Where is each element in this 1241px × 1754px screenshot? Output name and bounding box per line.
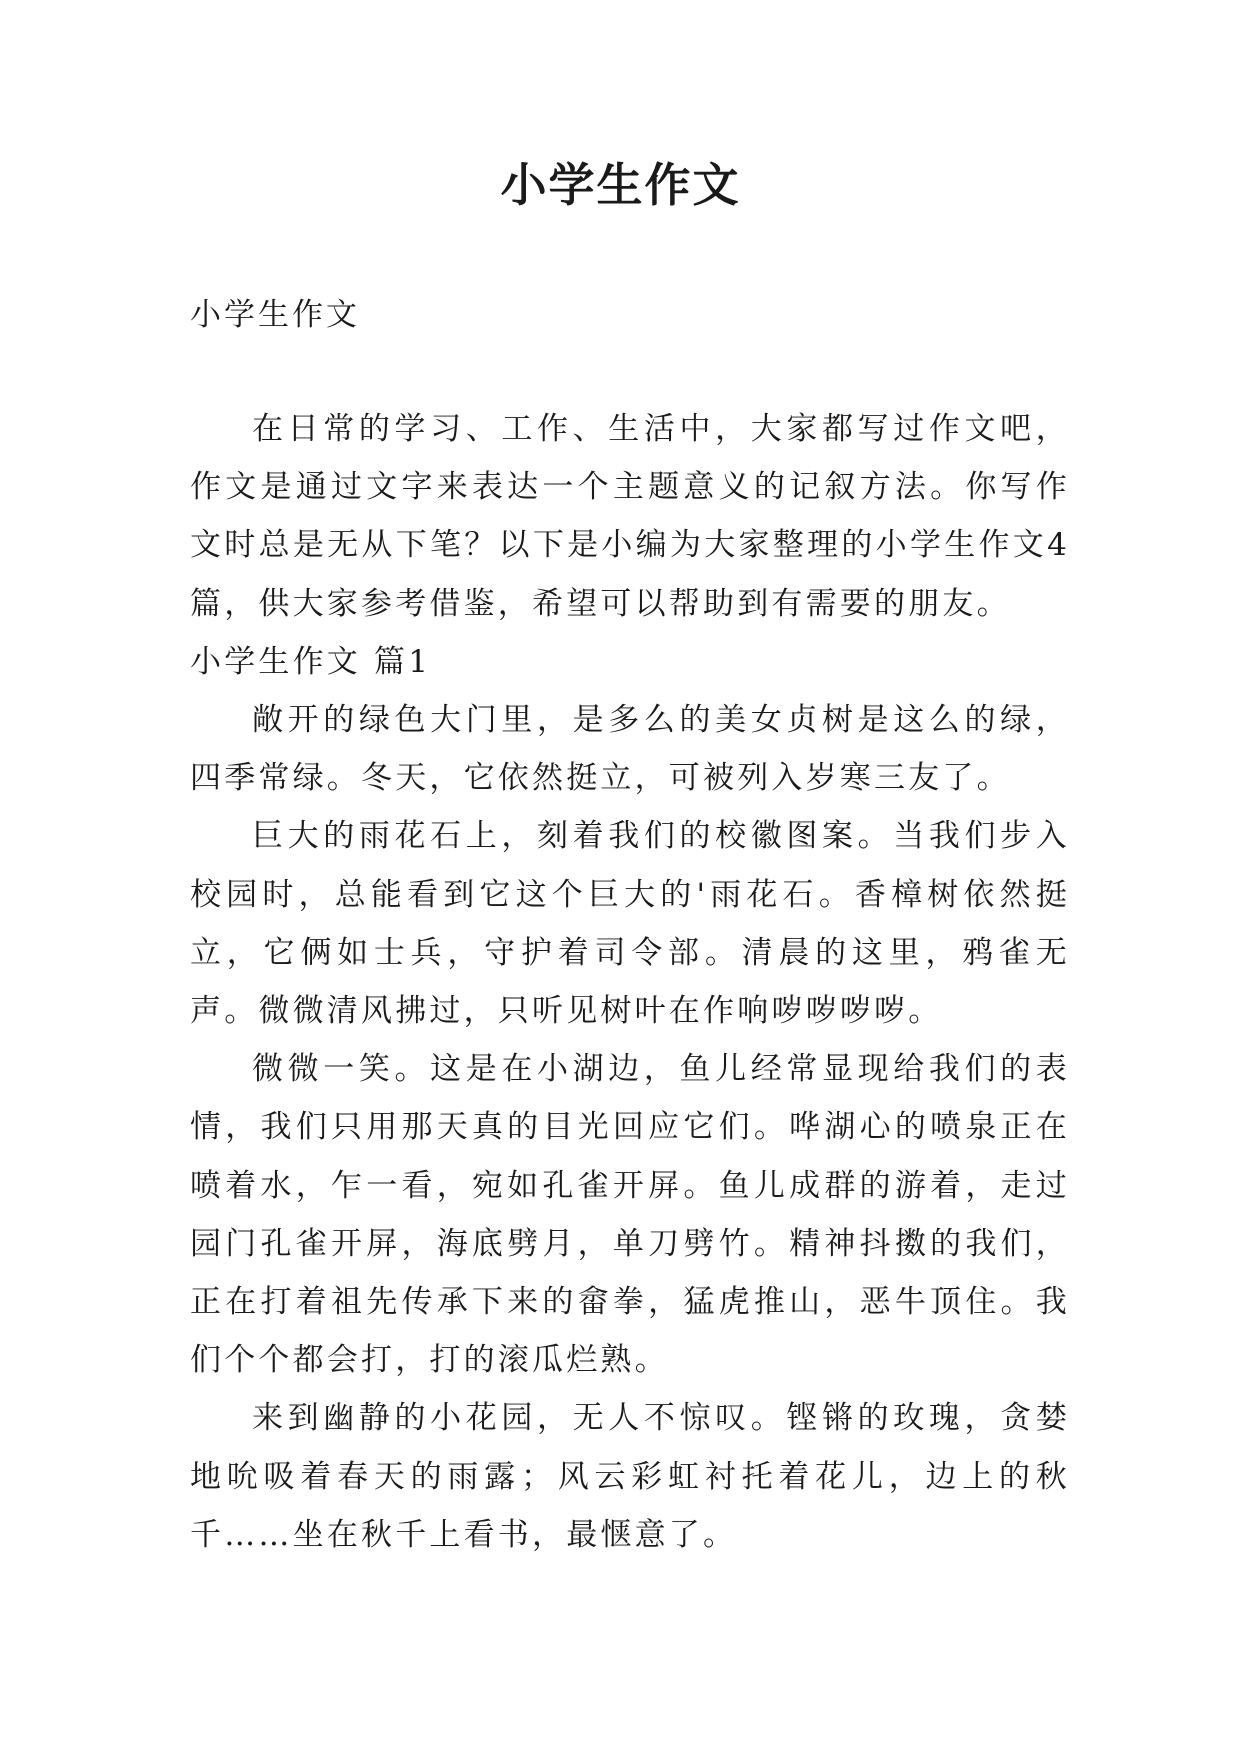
section-heading: 小学生作文 篇1 [190, 643, 432, 680]
body-paragraph: 微微一笑。这是在小湖边，鱼儿经常显现给我们的表情，我们只用那天真的目光回应它们。哗湖心的喷泉正在喷着水，乍一看，宛如孔雀开屏。鱼儿成群的游着，走过园门孔雀开屏，海底劈月，单刀劈竹。精神抖擞的我们，正在打着祖先传承下来的畲拳，猛虎推山，恶牛顶住。我们个个都会打，打的滚瓜烂熟。 [190, 1051, 1070, 1379]
document-body [190, 400, 1070, 1564]
document-title: 小学生作文 [500, 158, 741, 212]
document-subtitle: 小学生作文 [190, 297, 360, 333]
body-paragraph: 敞开的绿色大门里，是多么的美女贞树是这么的绿，四季常绿。冬天，它依然挺立，可被列入岁寒三友了。 [190, 702, 1070, 797]
intro-paragraph: 在日常的学习、工作、生活中，大家都写过作文吧，作文是通过文字来表达一个主题意义的记叙方法。你写作文时总是无从下笔？以下是小编为大家整理的小学生作文4篇，供大家参考借鉴，希望可以帮助到有需要的朋友。 [190, 411, 1070, 622]
body-paragraph: 巨大的雨花石上，刻着我们的校徽图案。当我们步入校园时，总能看到它这个巨大的'雨花石。香樟树依然挺立，它俩如士兵，守护着司令部。清晨的这里，鸦雀无声。微微清风拂过，只听见树叶在作响哕哕哕哕。 [190, 818, 1070, 1030]
body-paragraph: 来到幽静的小花园，无人不惊叹。铿锵的玫瑰，贪婪地吮吸着春天的雨露；风云彩虹衬托着花儿，边上的秋千……坐在秋千上看书，最惬意了。 [190, 1400, 1070, 1553]
